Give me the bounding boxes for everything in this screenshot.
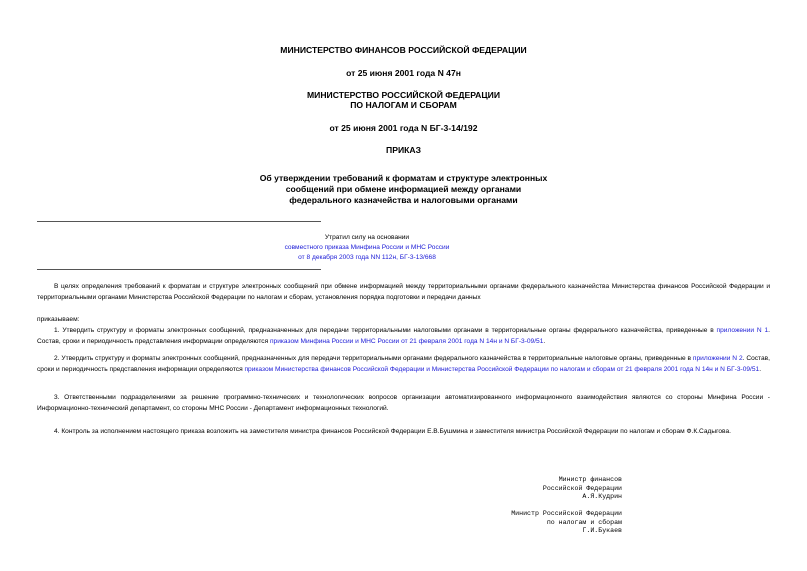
signature-name: А.Я.Кудрин [582,493,622,501]
paragraph-2-text: . [759,366,762,373]
document-title-line1: Об утверждении требований к форматам и структуре электронных [259,173,548,183]
ministry-finance-heading: МИНИСТЕРСТВО ФИНАНСОВ РОССИЙСКОЙ ФЕДЕРАЦИИ [280,45,527,55]
divider-bottom [37,269,321,270]
paragraph-1-text: . Состав, сроки и периодичность представления информации определяются [37,327,770,345]
tax-order-date: от 25 июня 2001 года N БГ-3-14/192 [329,123,478,133]
ministry-tax-heading-line1: МИНИСТЕРСТВО РОССИЙСКОЙ ФЕДЕРАЦИИ [306,90,501,100]
paragraph-1-text: . [543,338,546,345]
ministry-tax-heading-line2: ПО НАЛОГАМ И СБОРАМ [350,100,457,110]
document-title-line3: федерального казначейства и налоговыми органами [289,195,518,205]
status-note-link-date[interactable]: от 8 декабря 2003 года NN 112н, БГ-3-13/668 [298,254,436,261]
document-type: ПРИКАЗ [386,145,421,155]
signature-name: Г.И.Букаев [582,527,622,535]
joint-order-link[interactable]: приказом Минфина России и МНС России от 21 февраля 2001 года N 14н и N БГ-3-09/51 [269,338,544,345]
signature-title: Министр финансов [558,476,622,483]
preamble-paragraph: В целях определения требований к форматам и структуре электронных сообщений при обмене информацией между территориальными органами федерального казначейства Министерства финансов Российской Федерации и территориальными органами Министерства Российской Федерации по налогам и сборам, установления порядка подготовки и передачи данных [37,283,770,301]
signature-tax-minister [511,510,622,536]
signature-title: по налогам и сборам [546,518,622,526]
status-note-link[interactable]: совместного приказа Минфина России и МНС России [284,244,450,251]
paragraph-4: 4. Контроль за исполнением настоящего приказа возложить на заместителя министра финансов Российской Федерации Е.В.Бушмина и заместителя министра Российской Федерации по налогам и сборам Ф.К.Садыгова. [54,428,731,435]
ministry-order-link[interactable]: приказом Министерства финансов Российской Федерации и Министерства Российской Федерации по налогам и сборам от 21 февраля 2001 года N 14н и N БГ-3-09/51 [244,366,760,373]
status-note-line1: Утратил силу на основании [324,234,410,241]
finance-order-date: от 25 июня 2001 года N 47н [346,68,461,78]
paragraph-3: 3. Ответственными подразделениями за решение программно-технических и технологических вопросов организации автоматизированного информационного взаимодействия являются со стороны Минфина России - Информационно-технический департамент, со стороны МНС России - Департамент информационных технологий. [37,394,770,412]
paragraph-2-text: . Состав, сроки и периодичность представления информации определяются [37,355,770,373]
paragraph-1 [37,325,770,347]
signature-title: Российской Федерации [542,484,622,492]
appendix-2-link[interactable]: приложении N 2 [692,355,743,362]
appendix-1-link[interactable]: приложении N 1 [716,327,769,334]
signature-title: Министр Российской Федерации [511,510,622,517]
paragraph-2 [37,353,770,375]
document-title-line2: сообщений при обмене информацией между органами [285,184,522,194]
paragraph-1-text: 1. Утвердить структуру и форматы электронных сообщений, предназначенных для передачи территориальными налоговыми органами в территориальные органы федерального казначейства, приведенные в [54,327,717,334]
divider-top [37,221,321,222]
paragraph-2-text: 2. Утвердить структуру и форматы электронных сообщений, предназначенных для передачи территориальными органами федерального казначейства в территориальные налоговые органы, приведенные в [54,355,693,362]
signature-finance-minister [543,476,622,502]
order-word: приказываем: [37,316,80,323]
